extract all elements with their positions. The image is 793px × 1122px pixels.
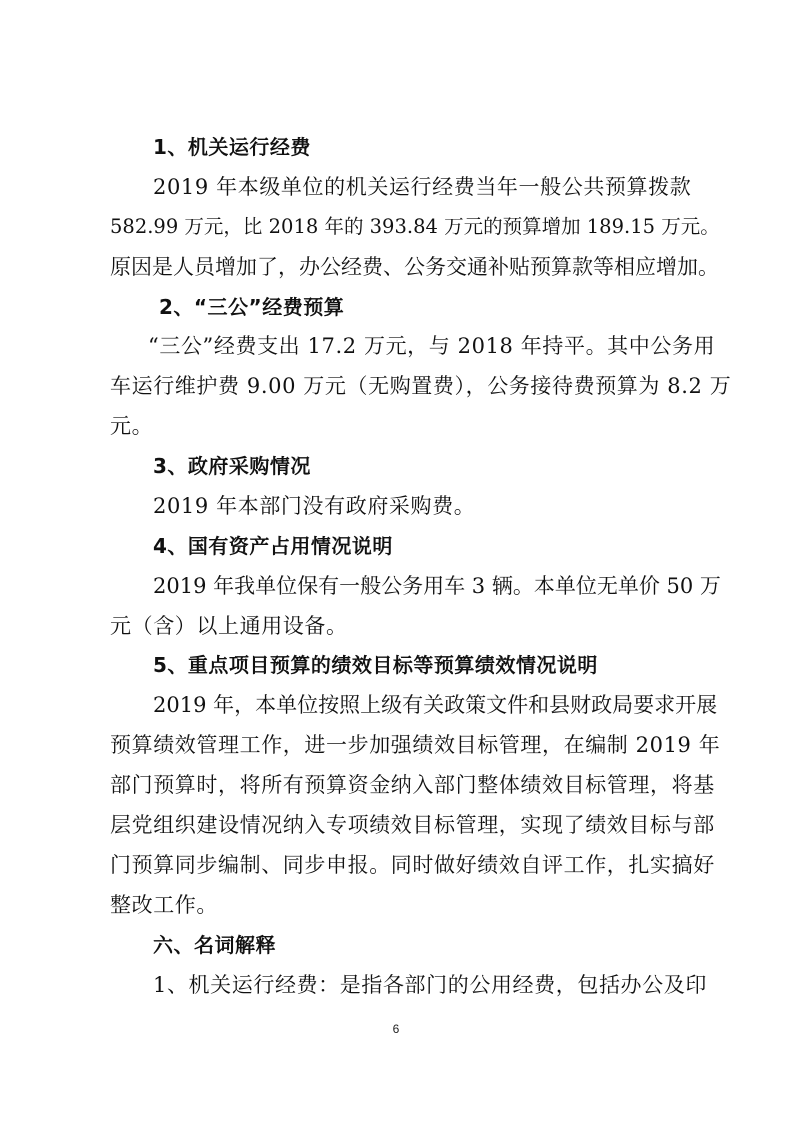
paragraph-line: 预算绩效管理工作，进一步加强绩效目标管理，在编制 2019 年 — [110, 733, 721, 757]
heading-state-assets: 4、国有资产占用情况说明 — [153, 534, 393, 558]
page-number: 6 — [392, 1022, 400, 1036]
paragraph-line: 部门预算时，将所有预算资金纳入部门整体绩效目标管理，将基 — [110, 773, 715, 797]
paragraph-line: 原因是人员增加了，办公经费、公务交通补贴预算款等相应增加。 — [110, 255, 719, 279]
paragraph-line: 582.99 万元，比 2018 年的 393.84 万元的预算增加 189.15 万元。 — [110, 215, 720, 238]
paragraph-line: 2019 年，本单位按照上级有关政策文件和县财政局要求开展 — [153, 693, 718, 717]
paragraph-line: 2019 年本部门没有政府采购费。 — [153, 494, 476, 518]
paragraph-line: 2019 年本级单位的机关运行经费当年一般公共预算拨款 — [153, 175, 692, 199]
heading-agency-operating-expenses: 1、机关运行经费 — [153, 135, 311, 159]
heading-three-public-budget: 2、“三公”经费预算 — [159, 295, 345, 319]
paragraph-line: 2019 年我单位保有一般公务用车 3 辆。本单位无单价 50 万 — [153, 574, 721, 598]
paragraph-line: 层党组织建设情况纳入专项绩效目标管理，实现了绩效目标与部 — [110, 813, 715, 837]
paragraph-line: 车运行维护费 9.00 万元（无购置费），公务接待费预算为 8.2 万 — [110, 374, 732, 398]
heading-performance-targets: 5、重点项目预算的绩效目标等预算绩效情况说明 — [153, 653, 598, 677]
paragraph-line: 门预算同步编制、同步申报。同时做好绩效自评工作，扎实搞好 — [110, 853, 715, 877]
paragraph-line: “三公”经费支出 17.2 万元，与 2018 年持平。其中公务用 — [148, 334, 716, 358]
paragraph-line: 元。 — [110, 414, 154, 438]
paragraph-line: 整改工作。 — [110, 893, 218, 917]
heading-glossary: 六、名词解释 — [153, 933, 276, 957]
paragraph-line: 元（含）以上通用设备。 — [110, 614, 348, 638]
paragraph-line: 1、机关运行经费：是指各部门的公用经费，包括办公及印 — [153, 973, 707, 997]
heading-government-procurement: 3、政府采购情况 — [153, 454, 311, 478]
